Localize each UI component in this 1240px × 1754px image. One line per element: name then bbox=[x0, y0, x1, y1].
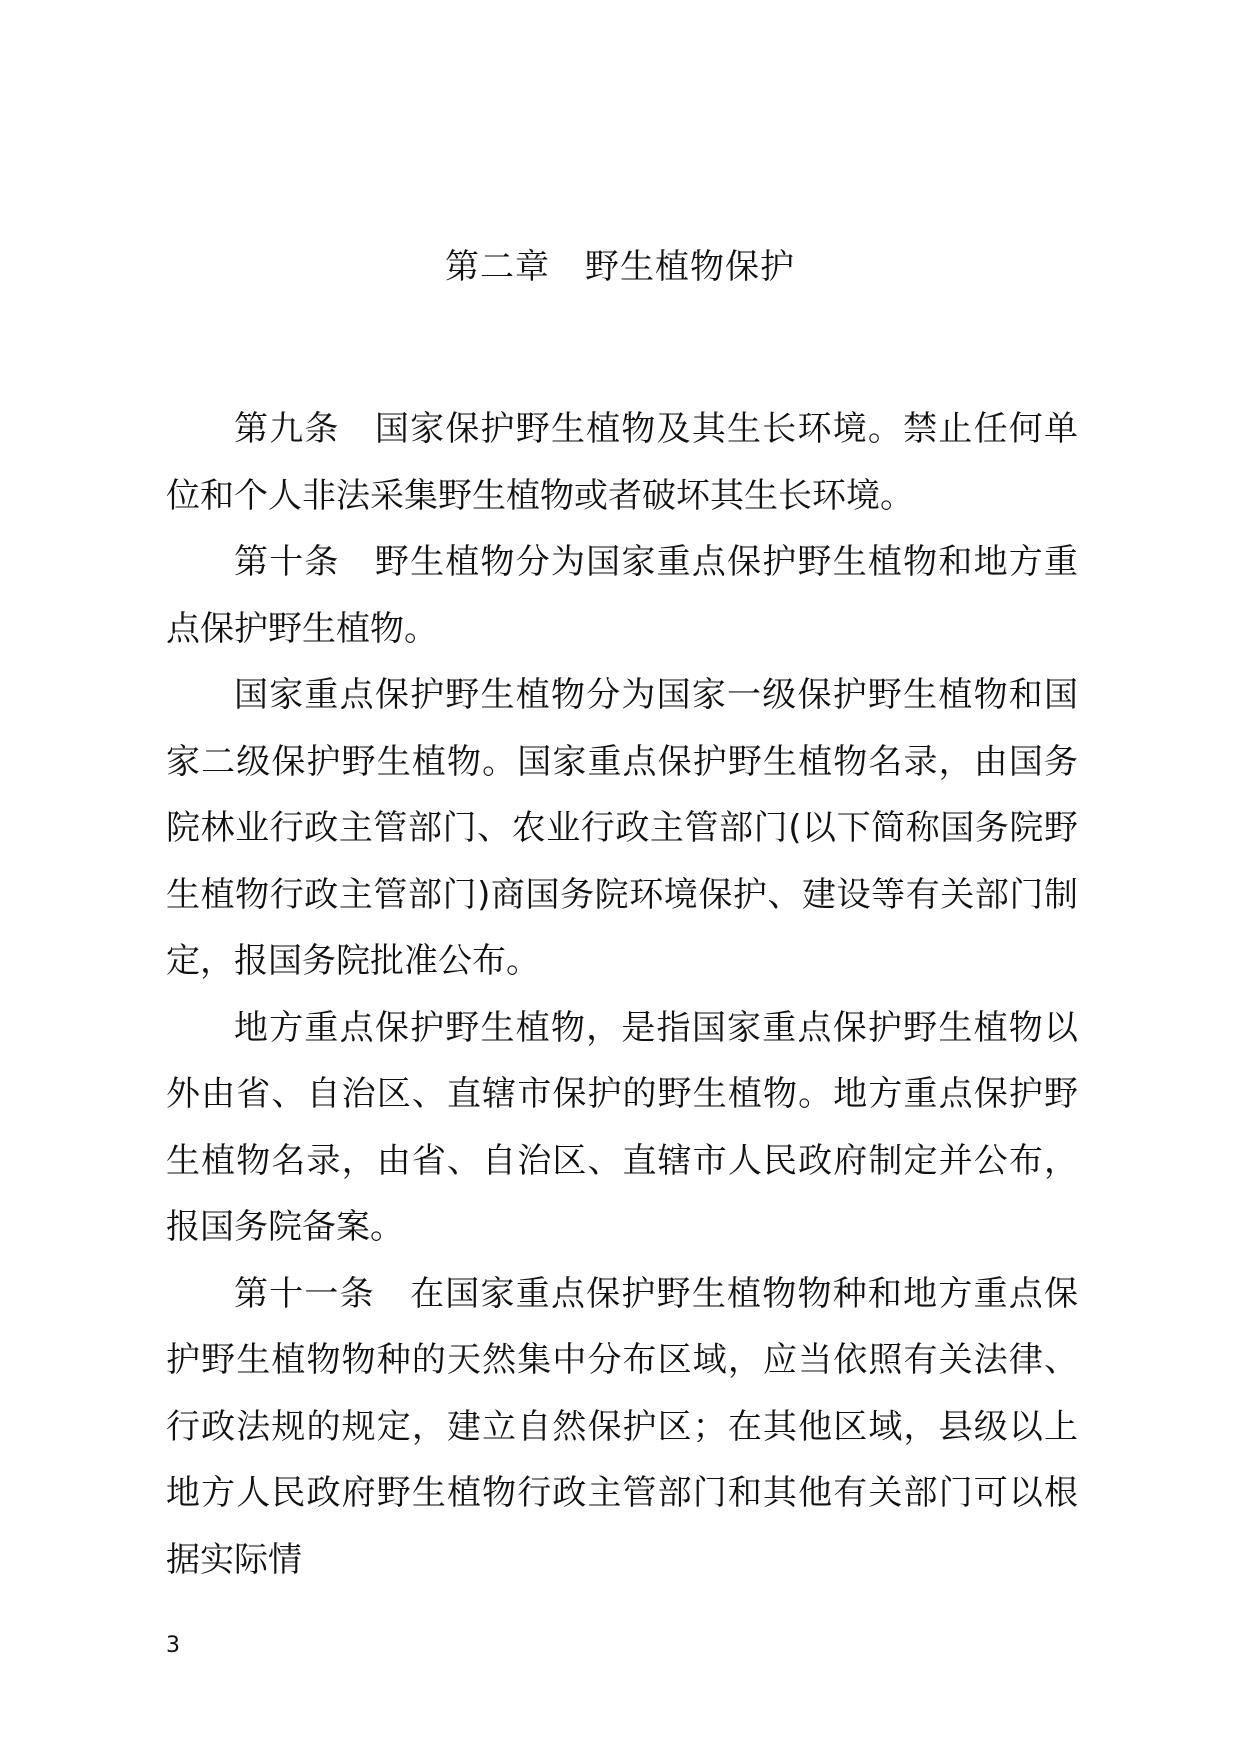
chapter-title: 第二章 野生植物保护 bbox=[445, 247, 795, 287]
national-protection-paragraph: 国家重点保护野生植物分为国家一级保护野生植物和国家二级保护野生植物。国家重点保护野生植物名录，由国务院林业行政主管部门、农业行政主管部门(以下简称国务院野生植物行政主管部门)商国务院环境保护、建设等有关部门制定，报国务院批准公布。 bbox=[166, 675, 1078, 981]
local-protection-paragraph: 地方重点保护野生植物，是指国家重点保护野生植物以外由省、自治区、直辖市保护的野生植物。地方重点保护野生植物名录，由省、自治区、直辖市人民政府制定并公布，报国务院备案。 bbox=[166, 1007, 1078, 1247]
page-number: 3 bbox=[166, 1633, 180, 1658]
article-10-paragraph: 第十条 野生植物分为国家重点保护野生植物和地方重点保护野生植物。 bbox=[166, 542, 1078, 649]
article-9-paragraph: 第九条 国家保护野生植物及其生长环境。禁止任何单位和个人非法采集野生植物或者破坏其生长环境。 bbox=[166, 409, 1078, 516]
document-body bbox=[166, 396, 1078, 1593]
article-11-paragraph: 第十一条 在国家重点保护野生植物物种和地方重点保护野生植物物种的天然集中分布区域，应当依照有关法律、行政法规的规定，建立自然保护区；在其他区域，县级以上地方人民政府野生植物行政主管部门和其他有关部门可以根据实际情 bbox=[166, 1273, 1078, 1580]
